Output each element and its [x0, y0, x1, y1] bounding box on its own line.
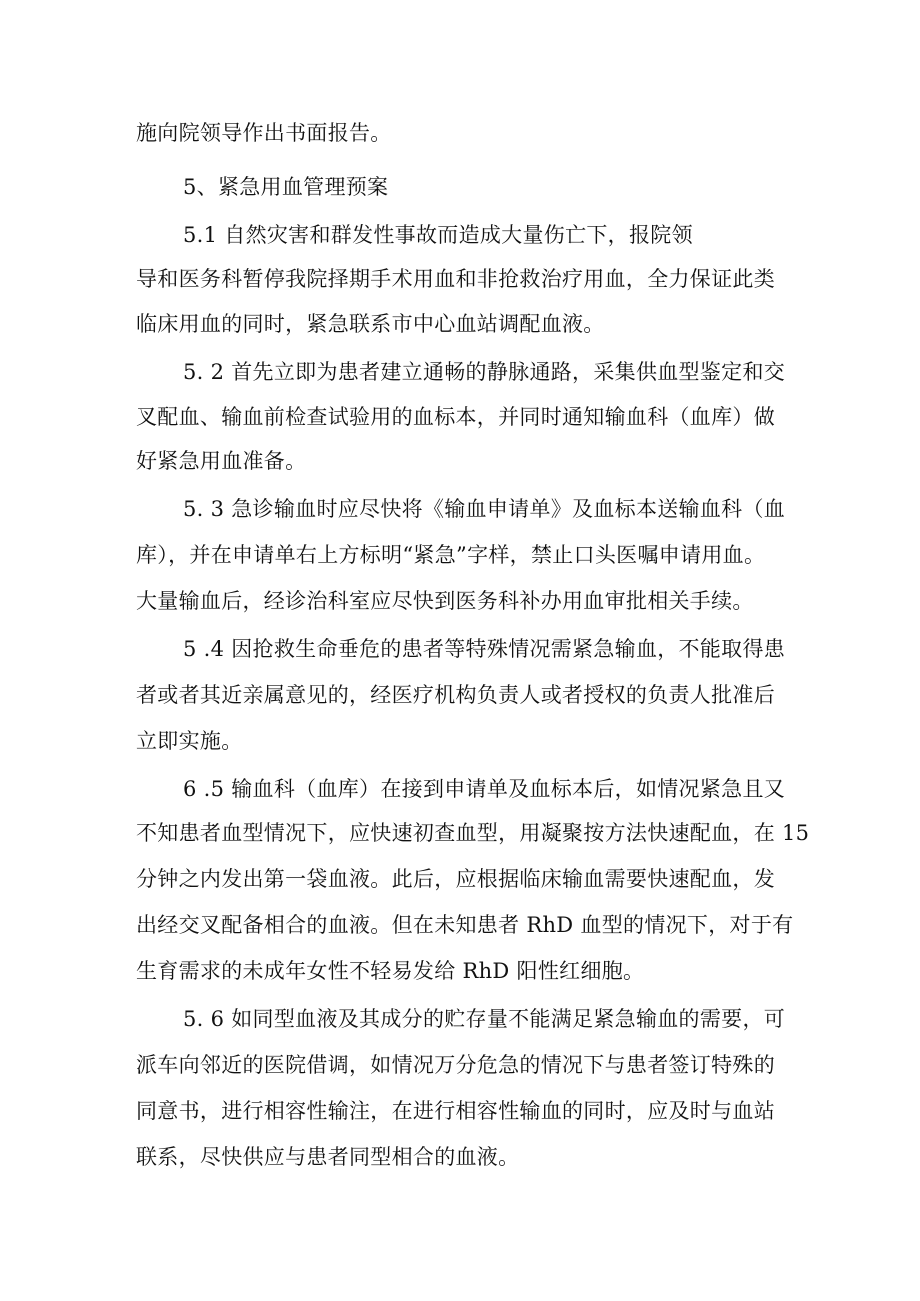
text-line: 立即实施。 — [136, 729, 243, 753]
text-line: 5. 6 如同型血液及其成分的贮存量不能满足紧急输血的需要，可 — [183, 1007, 786, 1031]
section-heading: 5、紧急用血管理预案 — [183, 175, 389, 199]
text-line: 同意书，进行相容性输注，在进行相容性输血的同时，应及时与血站 — [136, 1099, 775, 1123]
text-line: 出经交叉配备相合的血液。但在未知患者 RhD 血型的情况下，对于有 — [136, 913, 794, 937]
text-line: 导和医务科暂停我院择期手术用血和非抢救治疗用血，全力保证此类 — [136, 267, 775, 291]
text-line: 叉配血、输血前检查试验用的血标本，并同时通知输血科（血库）做 — [136, 405, 775, 429]
text-line: 派车向邻近的医院借调，如情况万分危急的情况下与患者签订特殊的 — [136, 1053, 775, 1077]
text-line: 不知患者血型情况下，应快速初查血型，用凝聚按方法快速配血，在 15 — [136, 821, 810, 845]
text-line: 大量输血后，经诊治科室应尽快到医务科补办用血审批相关手续。 — [136, 589, 754, 613]
text-line: 5 .4 因抢救生命垂危的患者等特殊情况需紧急输血，不能取得患 — [183, 637, 786, 661]
text-line: 6 .5 输血科（血库）在接到申请单及血标本后，如情况紧急且又 — [183, 777, 786, 801]
text-line: 5.1 自然灾害和群发性事故而造成大量伤亡下，报院领 — [183, 223, 693, 247]
text-line: 5. 2 首先立即为患者建立通畅的静脉通路，采集供血型鉴定和交 — [183, 360, 786, 384]
text-line: 临床用血的同时，紧急联系市中心血站调配血液。 — [136, 312, 605, 336]
text-line: 联系，尽快供应与患者同型相合的血液。 — [136, 1145, 520, 1169]
text-line: 施向院领导作出书面报告。 — [136, 121, 392, 145]
text-line: 好紧急用血准备。 — [136, 449, 307, 473]
text-line: 5. 3 急诊输血时应尽快将《输血申请单》及血标本送输血科（血 — [183, 497, 786, 521]
text-line: 库），并在申请单右上方标明“紧急”字样，禁止口头医嘱申请用血。 — [136, 543, 766, 567]
text-line: 生育需求的未成年女性不轻易发给 RhD 阳性红细胞。 — [136, 959, 645, 983]
text-line: 者或者其近亲属意见的，经医疗机构负责人或者授权的负责人批准后 — [136, 683, 775, 707]
text-line: 分钟之内发出第一袋血液。此后，应根据临床输血需要快速配血，发 — [136, 867, 775, 891]
